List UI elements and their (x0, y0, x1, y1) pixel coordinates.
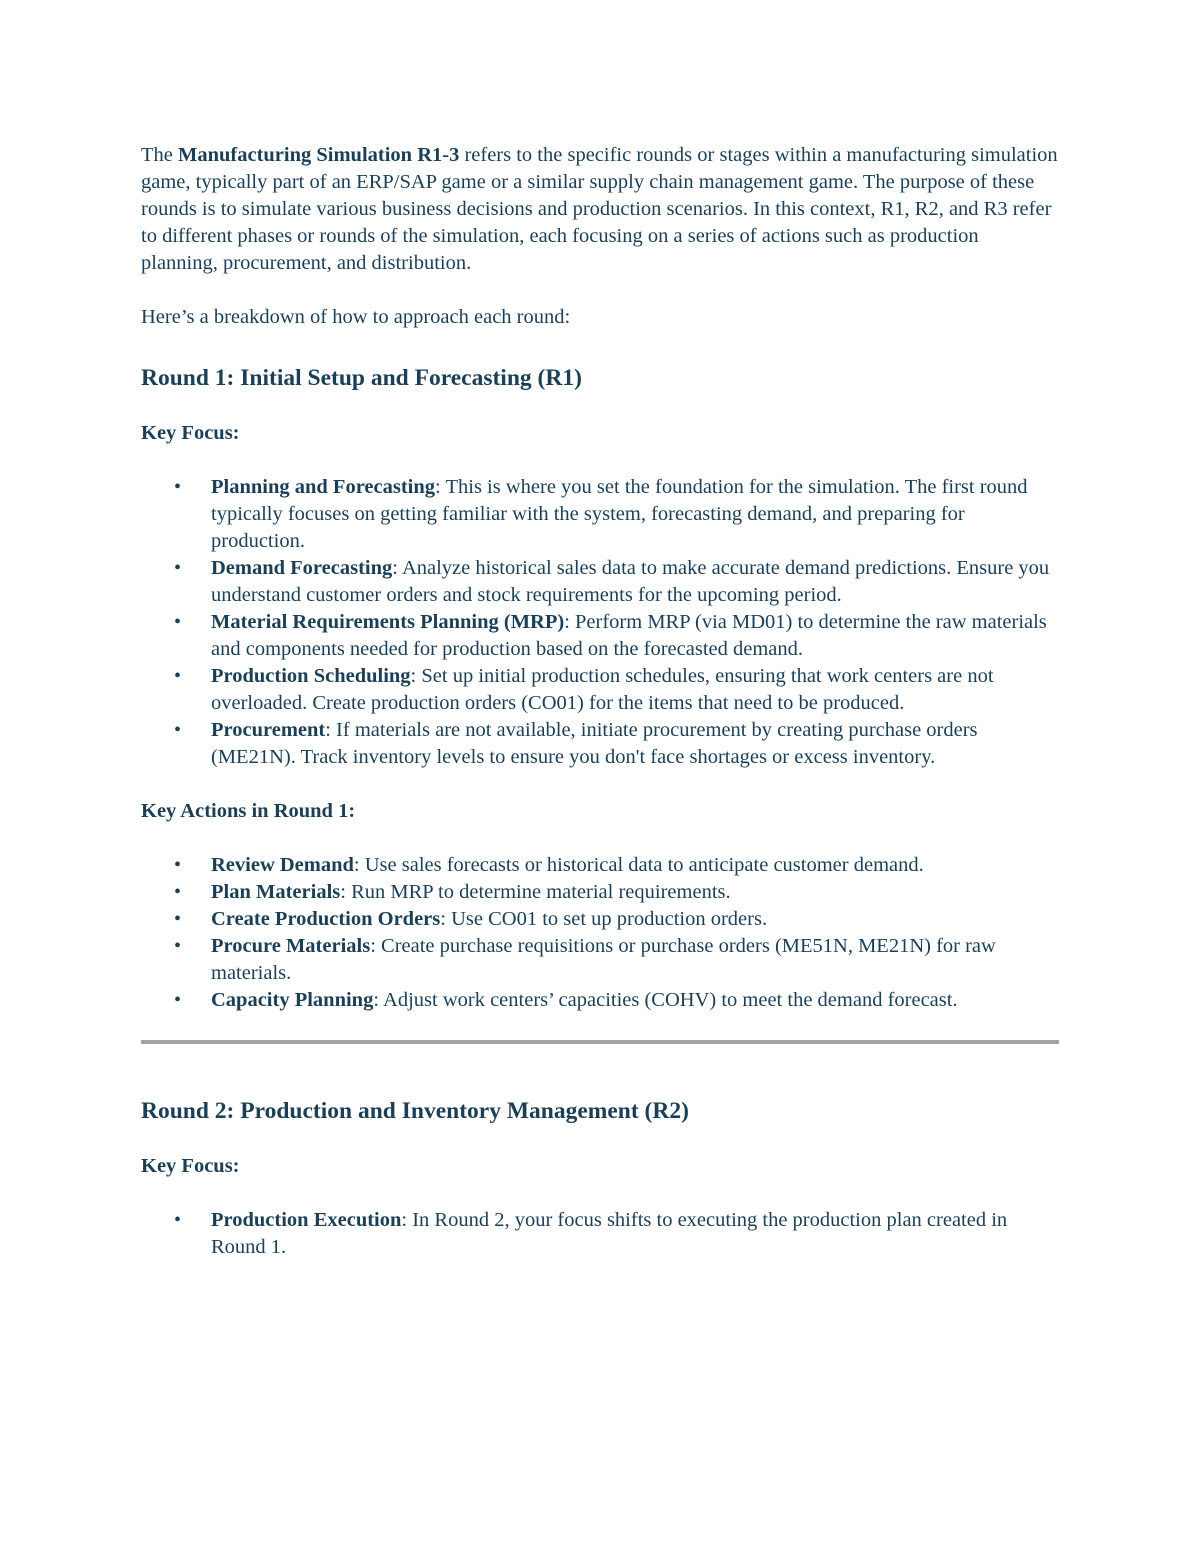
intro-bold-term: Manufacturing Simulation R1-3 (178, 144, 460, 166)
item-text: : Use sales forecasts or historical data to anticipate customer demand. (353, 854, 924, 876)
list-item (141, 663, 1059, 717)
bullet-icon: • (174, 881, 182, 903)
item-term: Procurement (211, 719, 326, 741)
round1-heading: Round 1: Initial Setup and Forecasting (R1) (141, 365, 582, 391)
item-term: Planning and Forecasting (211, 476, 436, 498)
list-item (141, 879, 1059, 906)
round1-actions-heading: Key Actions in Round 1: (141, 800, 356, 822)
list-item (141, 906, 1059, 933)
list-item (141, 555, 1059, 609)
list-item (141, 852, 1059, 879)
horizontal-rule (141, 1040, 1059, 1044)
item-term: Capacity Planning (211, 989, 374, 1011)
item-term: Production Scheduling (211, 665, 411, 687)
round2-heading: Round 2: Production and Inventory Management (R2) (141, 1098, 689, 1124)
bullet-icon: • (174, 935, 182, 957)
bullet-icon: • (174, 665, 182, 687)
list-item (141, 474, 1059, 555)
document-page (141, 141, 1059, 1261)
item-text: : If materials are not available, initiate procurement by creating purchase orders (ME21N). Track inventory levels to ensure you don't face shortages or excess inventory. (211, 719, 978, 768)
item-text: : Perform MRP (via MD01) to determine the raw materials and components needed for production based on the forecasted demand. (211, 611, 1047, 660)
intro-text: refers to the specific rounds or stages within a manufacturing simulation game, typically part of an ERP/SAP game or a similar supply chain management game. The purpose of these rounds is to simulate various business decisions and production scenarios. In this context, R1, R2, and R3 refer to different phases or rounds of the simulation, each focusing on a series of actions such as production planning, procurement, and distribution. (141, 144, 1058, 274)
item-text: : Set up initial production schedules, ensuring that work centers are not overloaded. Create production orders (CO01) for the items that need to be produced. (211, 665, 994, 714)
item-text: : This is where you set the foundation for the simulation. The first round typically focuses on getting familiar with the system, forecasting demand, and preparing for production. (211, 476, 1028, 552)
item-term: Plan Materials (211, 881, 341, 903)
item-text: : In Round 2, your focus shifts to executing the production plan created in Round 1. (211, 1209, 1008, 1258)
item-term: Demand Forecasting (211, 557, 393, 579)
bullet-icon: • (174, 611, 182, 633)
bullet-icon: • (174, 1209, 182, 1231)
list-item (141, 987, 1059, 1014)
bullet-icon: • (174, 719, 182, 741)
item-text: : Create purchase requisitions or purchase orders (ME51N, ME21N) for raw materials. (211, 935, 996, 984)
list-item (141, 933, 1059, 987)
round1-focus-heading: Key Focus: (141, 422, 240, 444)
item-term: Create Production Orders (211, 908, 441, 930)
bullet-icon: • (174, 989, 182, 1011)
item-term: Production Execution (211, 1209, 402, 1231)
round2-focus-list (141, 1207, 1059, 1261)
item-term: Review Demand (211, 854, 354, 876)
bullet-icon: • (174, 908, 182, 930)
item-text: : Adjust work centers’ capacities (COHV) to meet the demand forecast. (373, 989, 958, 1011)
item-text: : Run MRP to determine material requirements. (340, 881, 731, 903)
bullet-icon: • (174, 557, 182, 579)
lead-paragraph: Here’s a breakdown of how to approach each round: (141, 306, 571, 328)
list-item (141, 1207, 1059, 1261)
bullet-icon: • (174, 476, 182, 498)
item-term: Procure Materials (211, 935, 371, 957)
intro-prefix: The (141, 144, 178, 166)
intro-paragraph (141, 142, 1059, 277)
list-item (141, 609, 1059, 663)
item-text: : Use CO01 to set up production orders. (440, 908, 768, 930)
round1-actions-list (141, 852, 1059, 1014)
round1-focus-list (141, 474, 1059, 771)
list-item (141, 717, 1059, 771)
item-term: Material Requirements Planning (MRP) (211, 611, 565, 633)
round2-focus-heading: Key Focus: (141, 1155, 240, 1177)
bullet-icon: • (174, 854, 182, 876)
item-text: : Analyze historical sales data to make accurate demand predictions. Ensure you understand customer orders and stock requirements for the upcoming period. (211, 557, 1050, 606)
